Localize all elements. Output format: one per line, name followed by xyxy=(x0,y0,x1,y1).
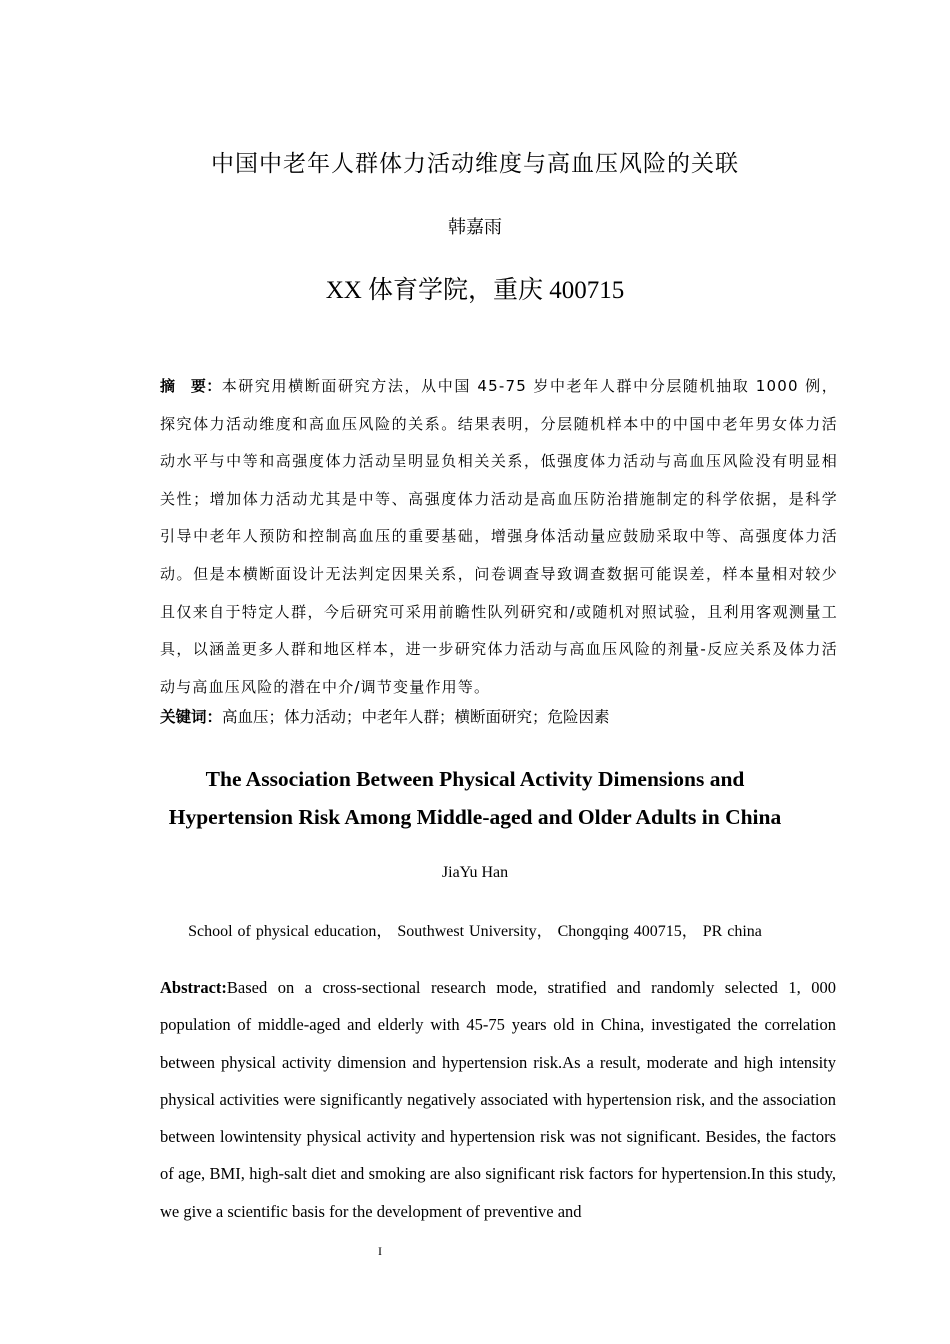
chinese-affiliation: XX 体育学院，重庆 400715 xyxy=(325,277,625,304)
english-title-line-2: Hypertension Risk Among Middle-aged and Older Adults in China xyxy=(168,805,782,829)
english-affiliation: School of physical education， Southwest University， Chongqing 400715， PR china xyxy=(188,923,762,940)
chinese-author: 韩嘉雨 xyxy=(448,217,502,238)
english-title-line-1: The Association Between Physical Activity Dimensions and xyxy=(205,767,745,791)
chinese-abstract-label: 摘 要： xyxy=(160,377,222,395)
english-author: JiaYu Han xyxy=(441,864,509,881)
chinese-abstract xyxy=(160,368,838,706)
english-abstract-label: Abstract: xyxy=(160,978,227,997)
english-abstract-text: Based on a cross-sectional research mode, stratified and randomly selected 1, 000 population of middle-aged and elderly with 45-75 years old in China, investigated the correlation between physical activity dimension and hypertension risk.As a result, moderate and high intensity physical activities were significantly negatively associated with hypertension risk, and the association between lowintensity physical activity and hypertension risk was not significant. Besides, the factors of age, BMI, high-salt diet and smoking are also significant risk factors for hypertension.In this study, we give a scientific basis for the development of preventive and xyxy=(160,978,836,1221)
chinese-keywords-label: 关键词： xyxy=(160,708,223,726)
page-number: I xyxy=(378,1244,382,1258)
english-abstract xyxy=(160,969,836,1230)
chinese-title: 中国中老年人群体力活动维度与高血压风险的关联 xyxy=(211,151,739,177)
chinese-keywords-text: 高血压；体力活动；中老年人群；横断面研究；危险因素 xyxy=(222,708,610,726)
chinese-keywords xyxy=(160,703,838,731)
chinese-abstract-text: 本研究用横断面研究方法，从中国 45-75 岁中老年人群中分层随机抽取 1000 例，探究体力活动维度和高血压风险的关系。结果表明，分层随机样本中的中国中老年男女体力活动水平与中等和高强度体力活动呈明显负相关关系，低强度体力活动与高血压风险没有明显相关性；增加体力活动尤其是中等、高强度体力活动是高血压防治措施制定的科学依据，是科学引导中老年人预防和控制高血压的重要基础，增强身体活动量应鼓励采取中等、高强度体力活动。但是本横断面设计无法判定因果关系，问卷调查导致调查数据可能误差，样本量相对较少且仅来自于特定人群，今后研究可采用前瞻性队列研究和/或随机对照试验，且利用客观测量工具，以涵盖更多人群和地区样本，进一步研究体力活动与高血压风险的剂量-反应关系及体力活动与高血压风险的潜在中介/调节变量作用等。 xyxy=(160,377,838,696)
english-title xyxy=(0,760,950,836)
